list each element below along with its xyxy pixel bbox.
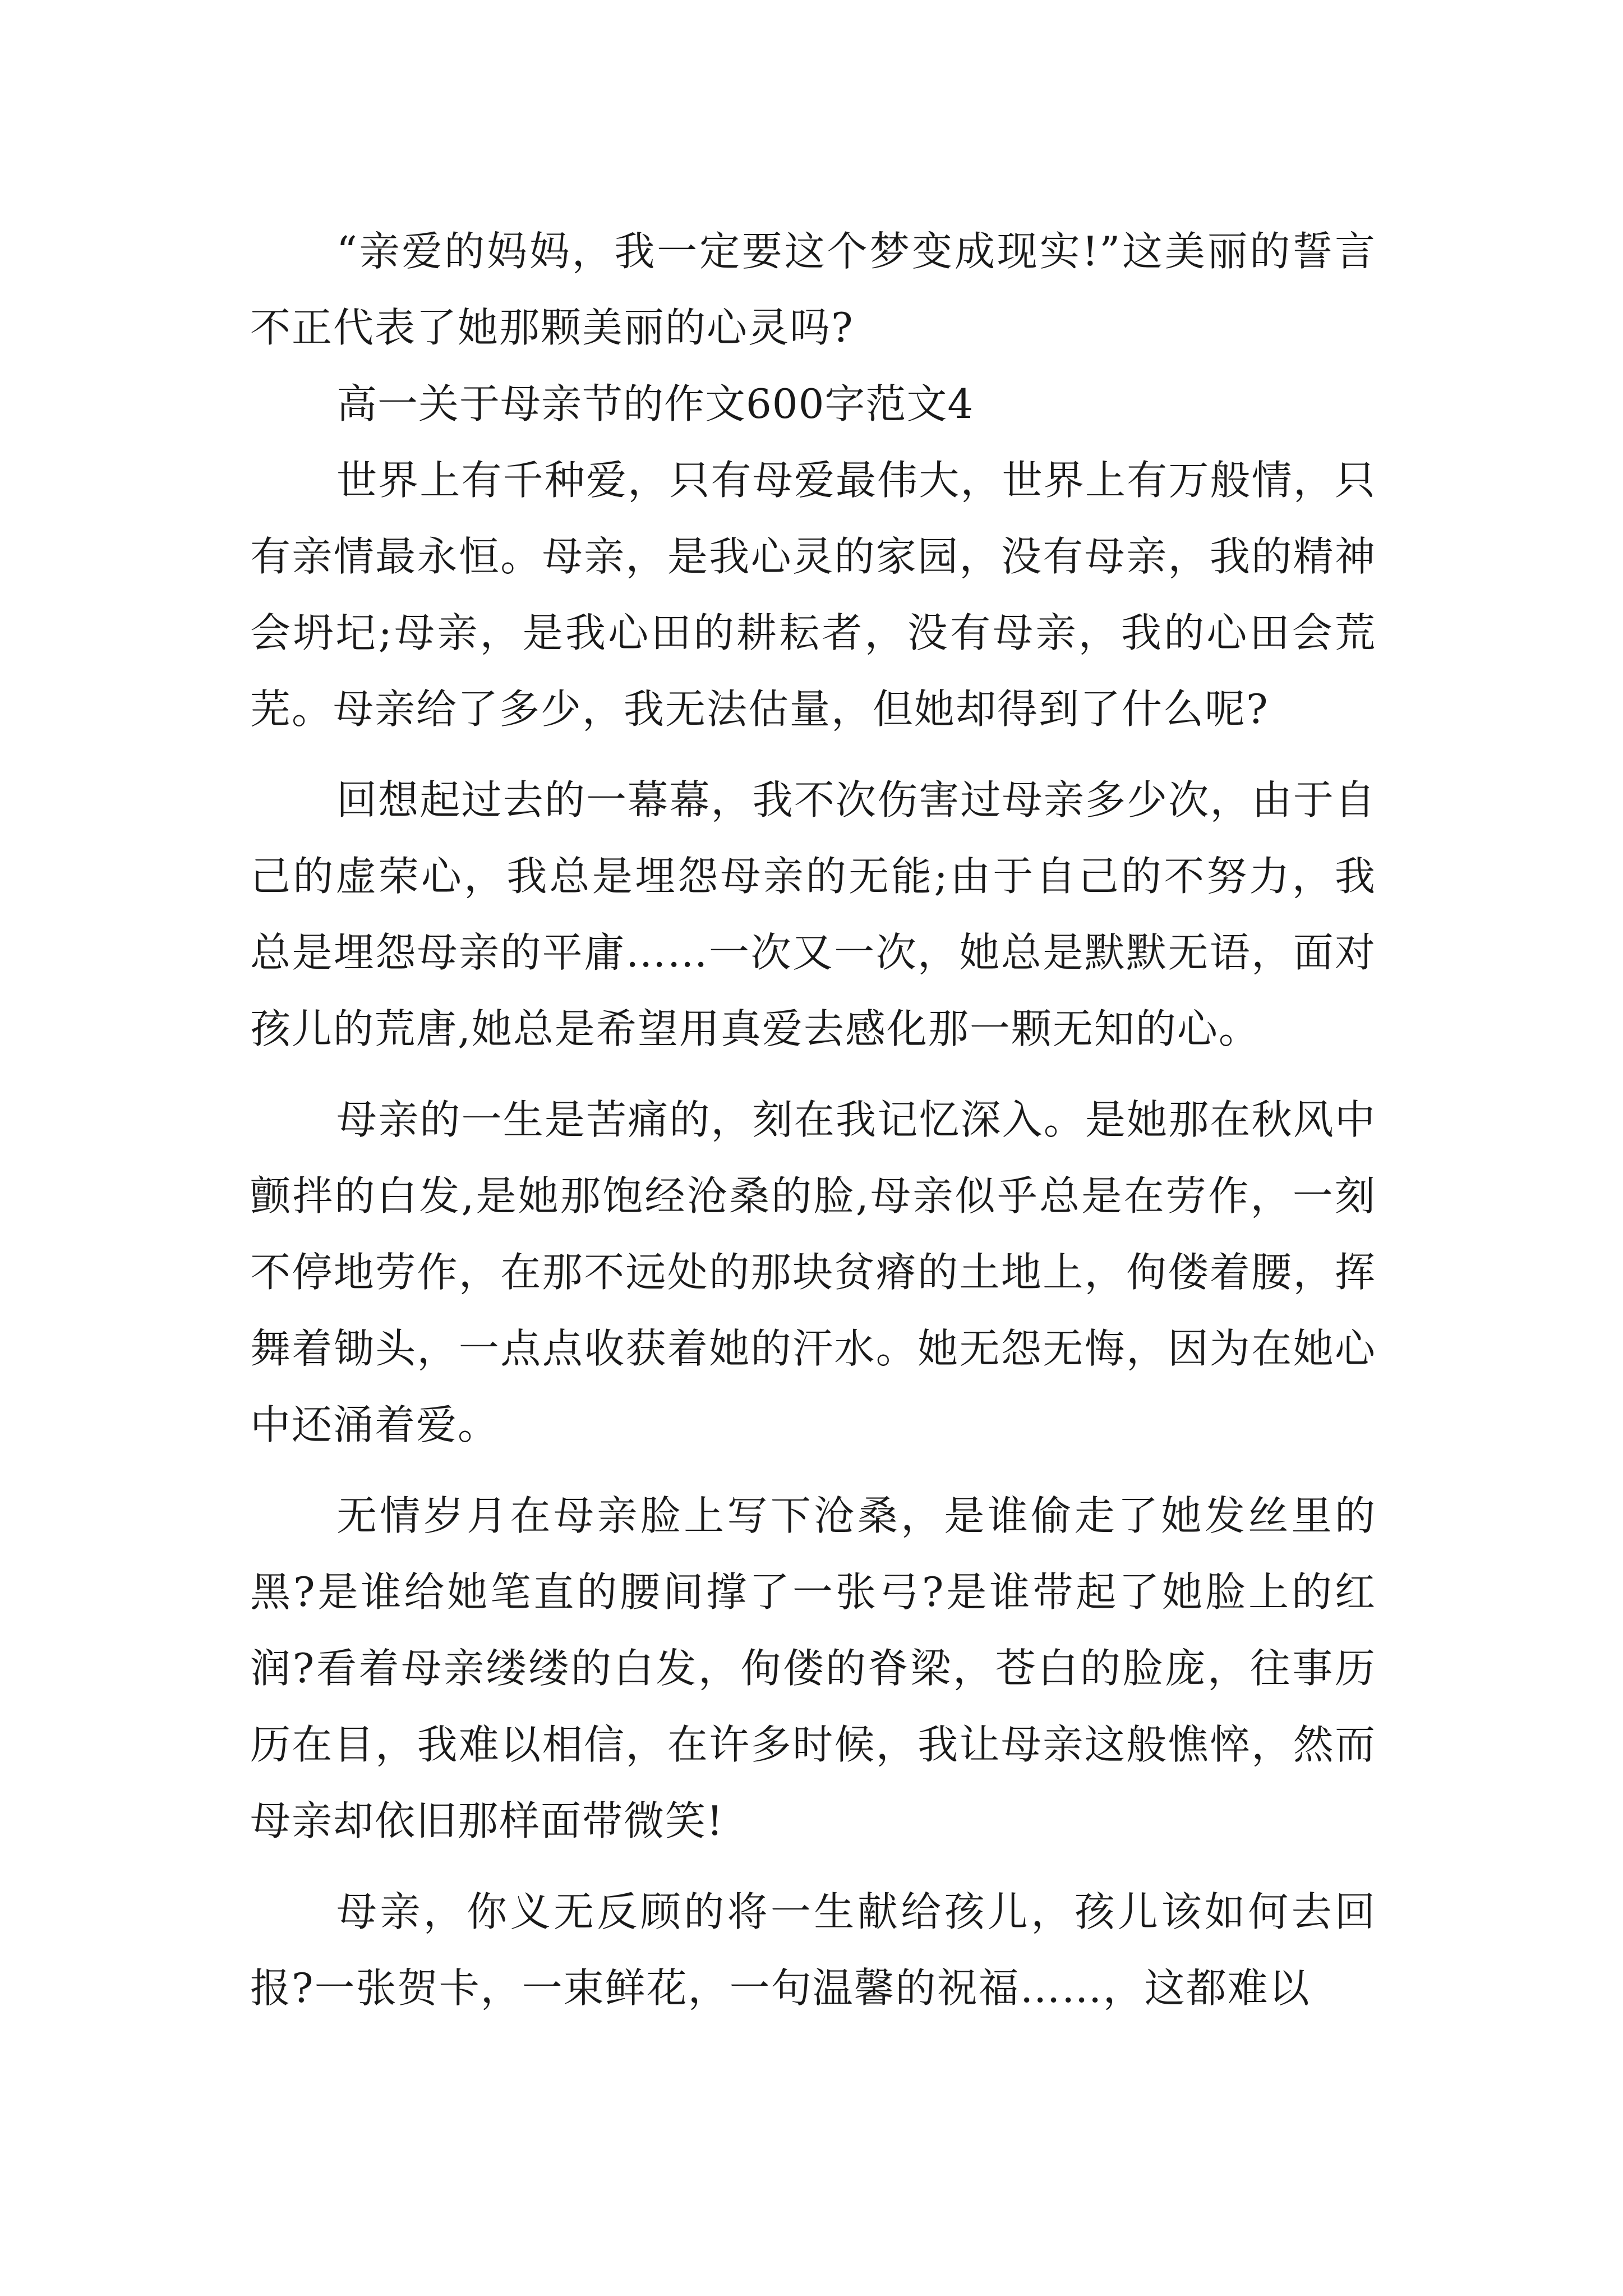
paragraph-recollection: 回想起过去的一幕幕，我不次伤害过母亲多少次，由于自己的虚荣心，我总是埋怨母亲的无能;由于自己的不努力，我总是埋怨母亲的平庸……一次又一次，她总是默默无语，面对孩儿的荒唐,她总是希望用真爱去感化那一颗无知的心。	[250, 776, 1376, 1052]
paragraph-hardship: 母亲的一生是苦痛的，刻在我记忆深入。是她那在秋风中颤拌的白发,是她那饱经沧桑的脸,母亲似乎总是在劳作，一刻不停地劳作，在那不远处的那块贫瘠的土地上，佝偻着腰，挥舞着锄头，一点点收获着她的汗水。她无怨无悔，因为在她心中还涌着爱。	[250, 1096, 1376, 1448]
document-page	[250, 213, 1376, 2026]
paragraph-years: 无情岁月在母亲脸上写下沧桑，是谁偷走了她发丝里的黑?是谁给她笔直的腰间撑了一张弓?是谁带起了她脸上的红润?看着母亲缕缕的白发，佝偻的脊梁，苍白的脸庞，往事历历在目，我难以相信，在许多时候，我让母亲这般憔悴，然而母亲却依旧那样面带微笑!	[250, 1492, 1376, 1844]
paragraph-vow: “亲爱的妈妈，我一定要这个梦变成现实!”这美丽的誓言不正代表了她那颗美丽的心灵吗?	[250, 228, 1376, 351]
paragraph-mother-love: 世界上有千种爱，只有母爱最伟大，世界上有万般情，只有亲情最永恒。母亲，是我心灵的家园，没有母亲，我的精神会坍圮;母亲，是我心田的耕耘者，没有母亲，我的心田会荒芜。母亲给了多少，我无法估量，但她却得到了什么呢?	[250, 457, 1376, 733]
essay-heading: 高一关于母亲节的作文600字范文4	[336, 380, 974, 427]
paragraph-repay: 母亲，你义无反顾的将一生献给孩儿，孩儿该如何去回报?一张贺卡，一束鲜花，一句温馨的祝福……，这都难以	[250, 1888, 1376, 2012]
